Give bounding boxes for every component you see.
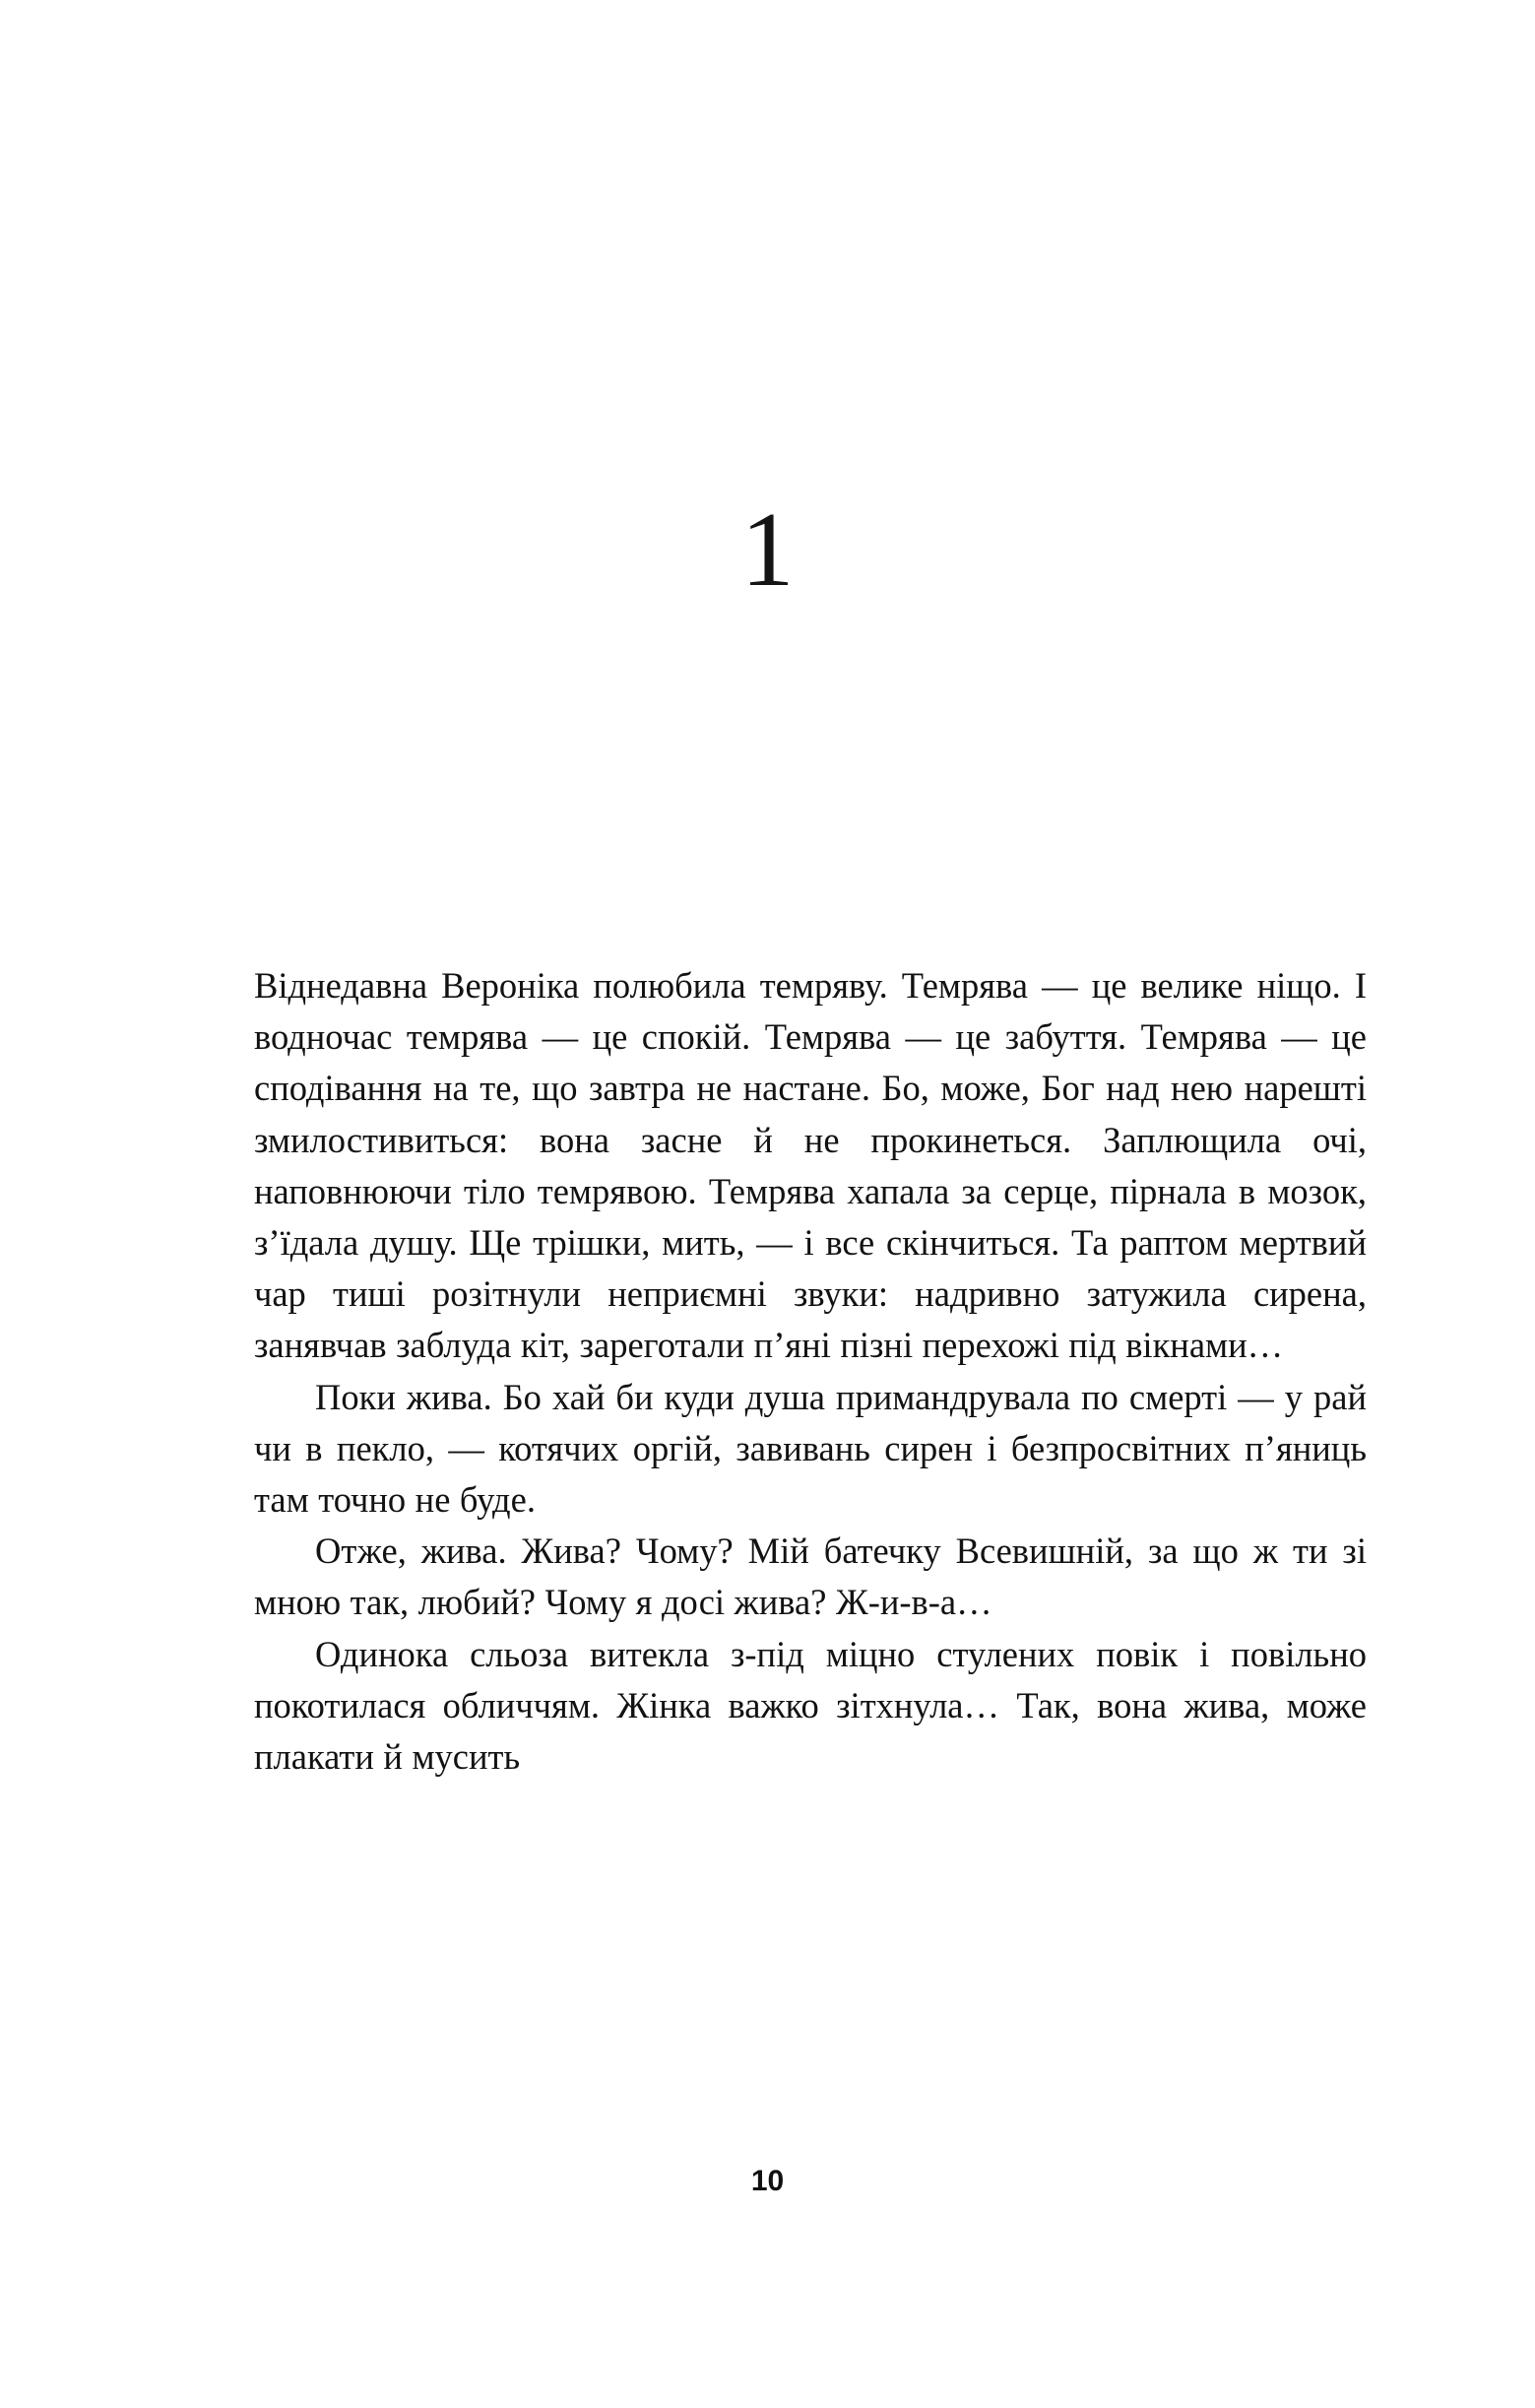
body-text-block bbox=[254, 960, 1367, 1783]
paragraph: Отже, жива. Жива? Чому? Мій батечку Всевишній, за що ж ти зі мною так, любий? Чому я досі жива? Ж-и-в-а… bbox=[254, 1530, 1367, 1623]
chapter-number: 1 bbox=[740, 491, 795, 609]
paragraph: Одинока сльоза витекла з-під міцно стулених повік і повільно покотилася обличчям. Жінка важко зітхнула… Так, вона жива, може плакати й мусить bbox=[254, 1633, 1367, 1778]
paragraph: Поки жива. Бо хай би куди душа примандрувала по смерті — у рай чи в пекло, — котячих оргій, завивань сирен і безпросвітних п’яниць там точно не буде. bbox=[254, 1376, 1367, 1521]
paragraph: Віднедавна Вероніка полюбила темряву. Темрява — це велике ніщо. І водночас темрява — це спокій. Темрява — це забуття. Темрява — це сподівання на те, що завтра не настане. Бо, може, Бог над нею нарешті змилостивиться: вона засне й не прокинеться. Заплющила очі, наповнюючи тіло темрявою. Темрява хапала за серце, пірнала в мозок, з’їдала душу. Ще трішки, мить, — і все скінчиться. Та раптом мертвий чар тиші розітнули неприємні звуки: надривно затужила сирена, занявчав заблуда кіт, зареготали п’яні пізні перехожі під вікнами… bbox=[254, 965, 1367, 1366]
page-number: 10 bbox=[750, 2165, 785, 2197]
